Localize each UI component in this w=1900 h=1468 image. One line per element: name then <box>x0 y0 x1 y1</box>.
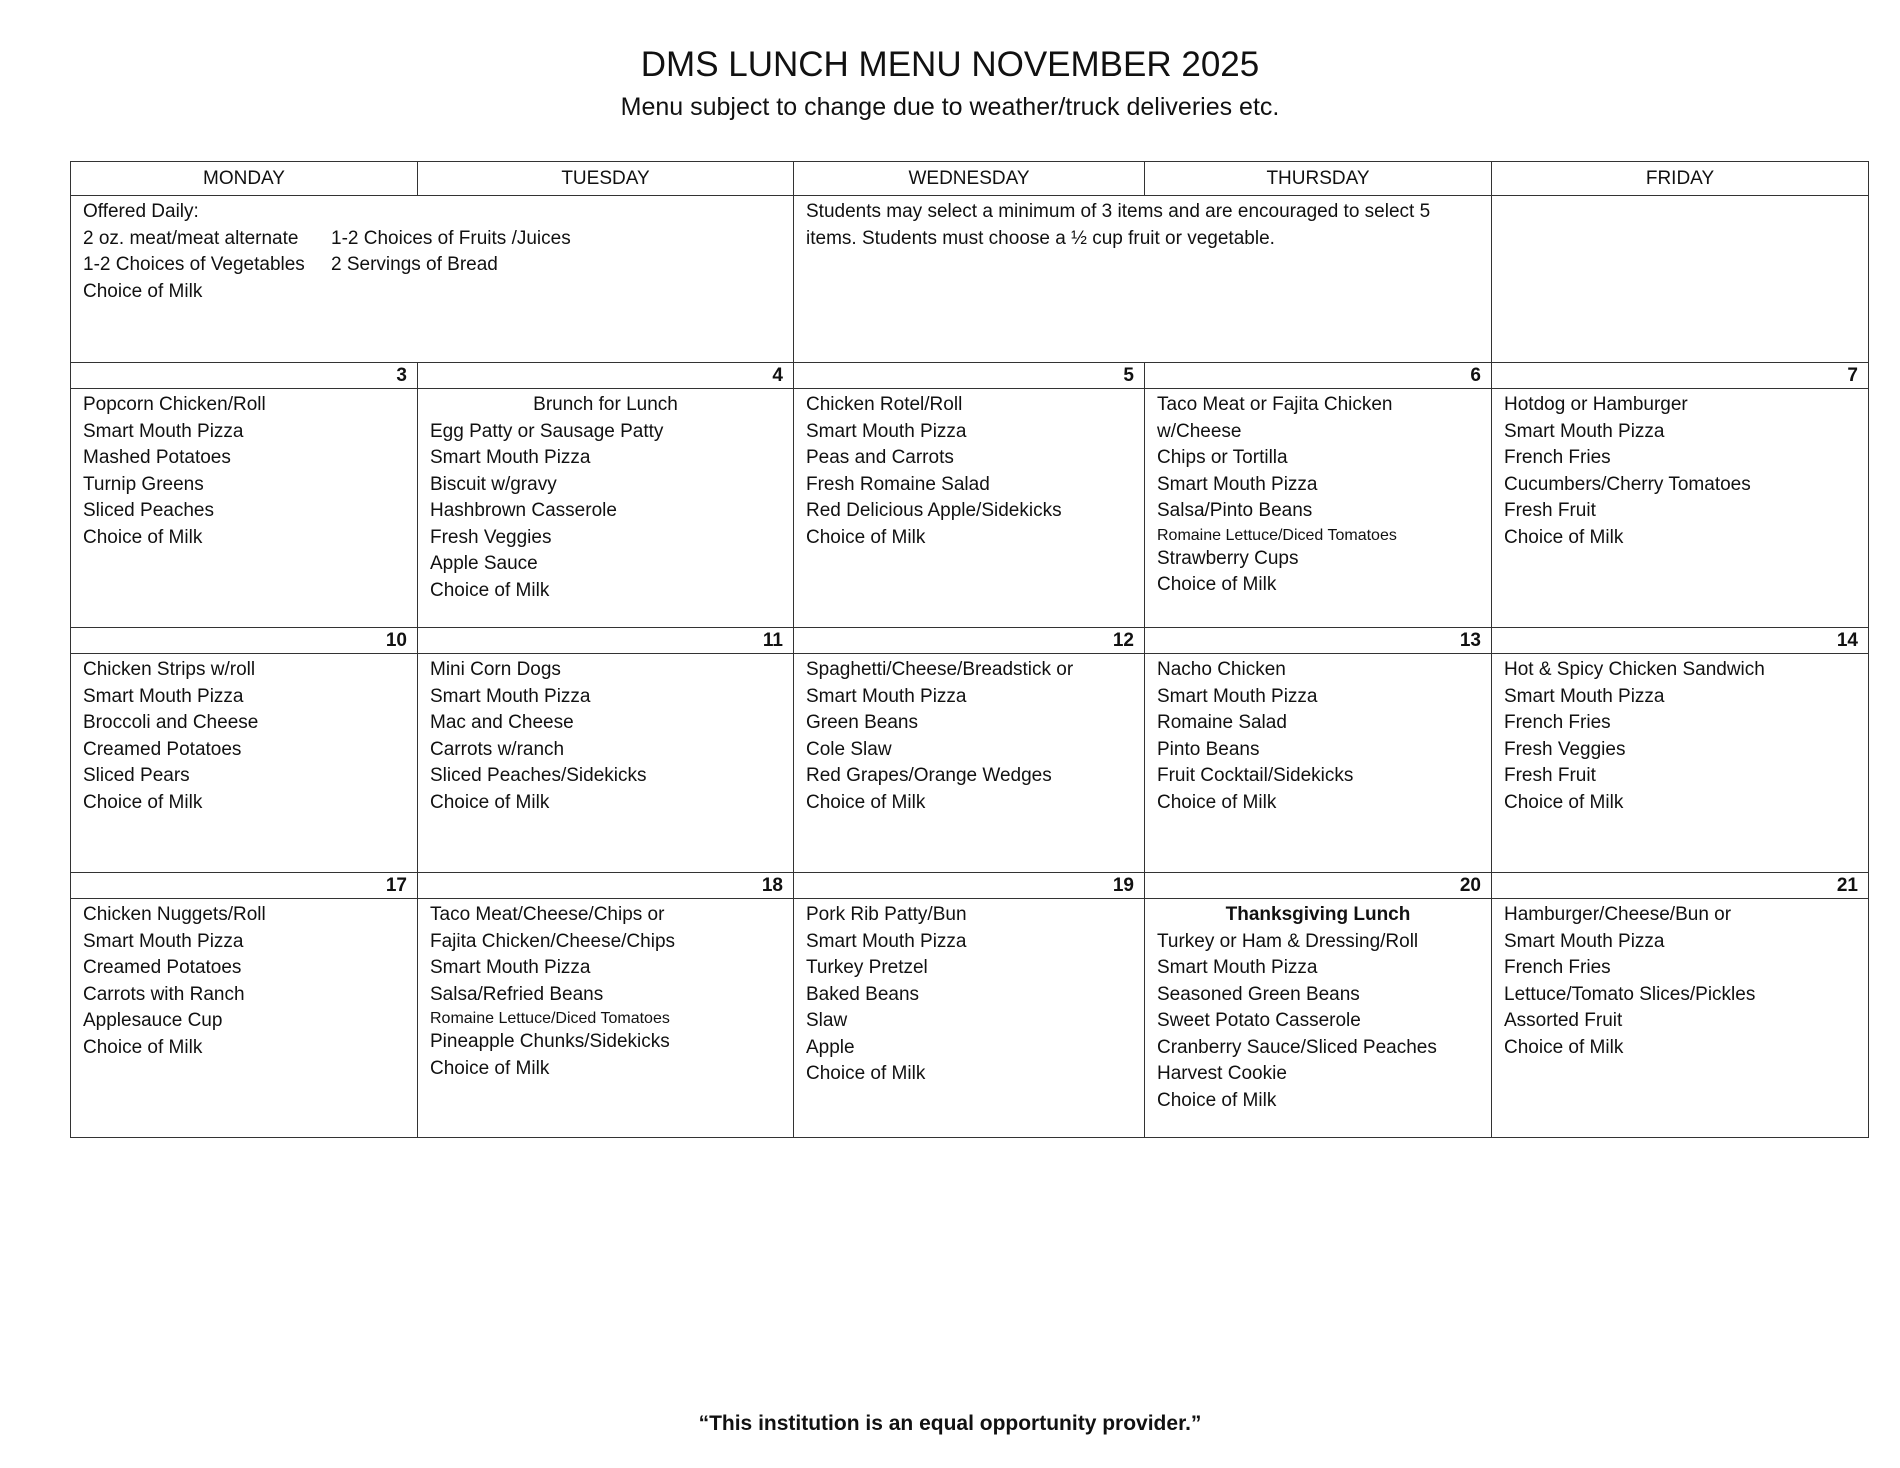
menu-week-row <box>71 899 1869 1138</box>
menu-item: Chips or Tortilla <box>1157 447 1288 468</box>
menu-item: Salsa/Refried Beans <box>430 983 604 1005</box>
menu-item: Choice of Milk <box>1504 526 1624 548</box>
menu-item: Egg Patty or Sausage Patty <box>430 420 664 442</box>
menu-cell-friday <box>1492 654 1869 873</box>
menu-item: Cucumbers/Cherry Tomatoes <box>1504 473 1751 495</box>
menu-cell-thursday <box>1145 654 1492 873</box>
menu-item: Fruit Cocktail/Sidekicks <box>1157 765 1354 786</box>
weekday-header-row <box>71 162 1869 196</box>
menu-item: Popcorn Chicken/Roll <box>83 394 266 415</box>
day-header-wednesday: WEDNESDAY <box>794 162 1145 196</box>
menu-item: Harvest Cookie <box>1157 1063 1287 1084</box>
menu-item: w/Cheese <box>1157 420 1242 442</box>
menu-item: Taco Meat or Fajita Chicken <box>1157 394 1393 415</box>
date-number-monday: 17 <box>71 873 418 899</box>
menu-item: Apple <box>806 1036 855 1058</box>
date-number-friday: 21 <box>1492 873 1869 899</box>
date-number-thursday: 13 <box>1145 628 1492 654</box>
page-header <box>0 44 1900 123</box>
menu-item: Biscuit w/gravy <box>430 473 557 495</box>
menu-item: Peas and Carrots <box>806 447 954 468</box>
menu-item: Lettuce/Tomato Slices/Pickles <box>1504 983 1756 1005</box>
menu-item: Mini Corn Dogs <box>430 659 561 680</box>
offered-item: 2 Servings of Bread <box>331 254 498 275</box>
menu-item: Smart Mouth Pizza <box>430 447 591 468</box>
menu-item: Smart Mouth Pizza <box>83 685 244 707</box>
menu-item: Applesauce Cup <box>83 1010 223 1031</box>
empty-friday-info-cell <box>1492 196 1869 363</box>
menu-item: Hamburger/Cheese/Bun or <box>1504 904 1732 925</box>
menu-item: Seasoned Green Beans <box>1157 983 1360 1005</box>
menu-item: Brunch for Lunch <box>533 394 678 415</box>
day-header-friday: FRIDAY <box>1492 162 1869 196</box>
menu-item: Choice of Milk <box>83 791 203 813</box>
menu-cell-friday <box>1492 389 1869 628</box>
menu-item: Choice of Milk <box>430 791 550 813</box>
menu-cell-tuesday <box>418 389 794 628</box>
selection-note-cell <box>794 196 1492 363</box>
menu-cell-wednesday <box>794 389 1145 628</box>
menu-item: Turkey or Ham & Dressing/Roll <box>1157 930 1419 952</box>
menu-item: Smart Mouth Pizza <box>1504 930 1665 952</box>
menu-item: Salsa/Pinto Beans <box>1157 500 1313 521</box>
menu-cell-tuesday <box>418 654 794 873</box>
offered-item: 2 oz. meat/meat alternate <box>83 227 299 249</box>
menu-item: Smart Mouth Pizza <box>83 930 244 952</box>
offered-item: 1-2 Choices of Vegetables <box>83 254 305 275</box>
menu-item: Fresh Fruit <box>1504 500 1596 521</box>
date-number-friday: 7 <box>1492 363 1869 389</box>
menu-week-row <box>71 389 1869 628</box>
menu-item: Taco Meat/Cheese/Chips or <box>430 904 665 925</box>
menu-item: Green Beans <box>806 712 918 733</box>
date-number-row <box>71 628 1869 654</box>
day-header-tuesday: TUESDAY <box>418 162 794 196</box>
menu-cell-monday <box>71 899 418 1138</box>
menu-item: Hotdog or Hamburger <box>1504 394 1688 415</box>
menu-item: Smart Mouth Pizza <box>806 930 967 952</box>
menu-item: French Fries <box>1504 712 1611 733</box>
date-number-thursday: 20 <box>1145 873 1492 899</box>
menu-item: Choice of Milk <box>430 579 550 601</box>
offered-daily-list <box>83 226 781 306</box>
menu-item: Choice of Milk <box>806 1063 926 1084</box>
date-number-thursday: 6 <box>1145 363 1492 389</box>
menu-item: Smart Mouth Pizza <box>806 685 967 707</box>
date-number-friday: 14 <box>1492 628 1869 654</box>
menu-item: Sliced Pears <box>83 765 190 786</box>
menu-item: Smart Mouth Pizza <box>83 420 244 442</box>
menu-item: Fajita Chicken/Cheese/Chips <box>430 930 676 952</box>
menu-item: Chicken Strips w/roll <box>83 659 256 680</box>
menu-item: French Fries <box>1504 957 1611 978</box>
menu-item: Slaw <box>806 1010 848 1031</box>
menu-item: Chicken Nuggets/Roll <box>83 904 266 925</box>
menu-item: Smart Mouth Pizza <box>1157 473 1318 495</box>
menu-item: Choice of Milk <box>83 526 203 548</box>
menu-item: Hot & Spicy Chicken Sandwich <box>1504 659 1765 680</box>
menu-cell-thursday <box>1145 389 1492 628</box>
menu-item: Choice of Milk <box>806 526 926 548</box>
menu-cell-wednesday <box>794 654 1145 873</box>
menu-item: Cole Slaw <box>806 738 892 760</box>
date-number-wednesday: 5 <box>794 363 1145 389</box>
date-number-wednesday: 12 <box>794 628 1145 654</box>
menu-item: Strawberry Cups <box>1157 547 1299 569</box>
menu-item: Smart Mouth Pizza <box>1157 685 1318 707</box>
menu-cell-monday <box>71 654 418 873</box>
menu-item: Sliced Peaches/Sidekicks <box>430 765 647 786</box>
menu-item: Chicken Rotel/Roll <box>806 394 963 415</box>
menu-item: French Fries <box>1504 447 1611 468</box>
menu-week-row <box>71 654 1869 873</box>
lunch-menu-table <box>70 161 1869 1138</box>
menu-item: Choice of Milk <box>1157 1089 1277 1111</box>
menu-item: Fresh Veggies <box>1504 738 1626 760</box>
menu-item: Hashbrown Casserole <box>430 500 617 521</box>
menu-item: Creamed Potatoes <box>83 957 242 978</box>
menu-cell-wednesday <box>794 899 1145 1138</box>
menu-item: Broccoli and Cheese <box>83 712 259 733</box>
date-number-row <box>71 873 1869 899</box>
date-number-tuesday: 11 <box>418 628 794 654</box>
menu-item: Romaine Lettuce/Diced Tomatoes <box>430 1010 670 1027</box>
menu-item: Choice of Milk <box>806 791 926 813</box>
menu-item: Sliced Peaches <box>83 500 214 521</box>
menu-item: Red Grapes/Orange Wedges <box>806 765 1052 786</box>
menu-item: Spaghetti/Cheese/Breadstick or <box>806 659 1074 680</box>
menu-item: Carrots w/ranch <box>430 738 565 760</box>
menu-cell-tuesday <box>418 899 794 1138</box>
menu-item: Nacho Chicken <box>1157 659 1286 680</box>
page-title: DMS LUNCH MENU NOVEMBER 2025 <box>640 45 1260 84</box>
day-header-thursday: THURSDAY <box>1145 162 1492 196</box>
day-header-monday: MONDAY <box>71 162 418 196</box>
menu-item: Choice of Milk <box>83 1036 203 1058</box>
menu-item: Mashed Potatoes <box>83 447 231 468</box>
date-number-wednesday: 19 <box>794 873 1145 899</box>
menu-cell-monday <box>71 389 418 628</box>
page-subtitle: Menu subject to change due to weather/truck deliveries etc. <box>620 93 1280 121</box>
menu-item: Smart Mouth Pizza <box>806 420 967 442</box>
menu-item: Assorted Fruit <box>1504 1010 1623 1031</box>
menu-item: Smart Mouth Pizza <box>430 957 591 978</box>
menu-item: Fresh Fruit <box>1504 765 1596 786</box>
menu-item: Sweet Potato Casserole <box>1157 1010 1361 1031</box>
offered-item: Choice of Milk <box>83 280 203 302</box>
menu-item: Thanksgiving Lunch <box>1225 904 1411 925</box>
date-number-monday: 10 <box>71 628 418 654</box>
offered-daily-heading: Offered Daily: <box>83 201 199 222</box>
menu-item: Turkey Pretzel <box>806 957 928 978</box>
menu-cell-friday <box>1492 899 1869 1138</box>
menu-cell-thursday <box>1145 899 1492 1138</box>
menu-item: Pineapple Chunks/Sidekicks <box>430 1031 670 1052</box>
menu-item: Smart Mouth Pizza <box>1504 420 1665 442</box>
offered-item: 1-2 Choices of Fruits /Juices <box>331 227 571 249</box>
selection-note: Students may select a minimum of 3 items and are encouraged to select 5 items. Students must choose a ½ cup fruit or vegetable. <box>806 201 1431 249</box>
menu-item: Pork Rib Patty/Bun <box>806 904 967 925</box>
menu-item: Fresh Romaine Salad <box>806 473 990 495</box>
menu-item: Romaine Lettuce/Diced Tomatoes <box>1157 526 1397 544</box>
date-number-tuesday: 4 <box>418 363 794 389</box>
date-number-tuesday: 18 <box>418 873 794 899</box>
menu-item: Choice of Milk <box>430 1057 550 1079</box>
info-row <box>71 196 1869 363</box>
menu-item: Turnip Greens <box>83 473 204 495</box>
date-number-row <box>71 363 1869 389</box>
menu-item: Choice of Milk <box>1157 791 1277 813</box>
menu-item: Apple Sauce <box>430 553 538 574</box>
date-number-monday: 3 <box>71 363 418 389</box>
menu-item: Choice of Milk <box>1157 574 1277 595</box>
menu-item: Smart Mouth Pizza <box>1504 685 1665 707</box>
equal-opportunity-statement: “This institution is an equal opportunity provider.” <box>698 1412 1202 1435</box>
menu-item: Choice of Milk <box>1504 791 1624 813</box>
menu-item: Pinto Beans <box>1157 738 1260 760</box>
menu-item: Smart Mouth Pizza <box>430 685 591 707</box>
menu-item: Smart Mouth Pizza <box>1157 957 1318 978</box>
menu-item: Creamed Potatoes <box>83 738 242 760</box>
menu-item: Fresh Veggies <box>430 526 552 548</box>
offered-daily-cell <box>71 196 794 363</box>
menu-item: Romaine Salad <box>1157 712 1287 733</box>
menu-item: Cranberry Sauce/Sliced Peaches <box>1157 1036 1437 1058</box>
menu-item: Carrots with Ranch <box>83 983 245 1005</box>
menu-item: Choice of Milk <box>1504 1036 1624 1058</box>
menu-item: Red Delicious Apple/Sidekicks <box>806 500 1062 521</box>
menu-item: Baked Beans <box>806 983 920 1005</box>
menu-item: Mac and Cheese <box>430 712 574 733</box>
